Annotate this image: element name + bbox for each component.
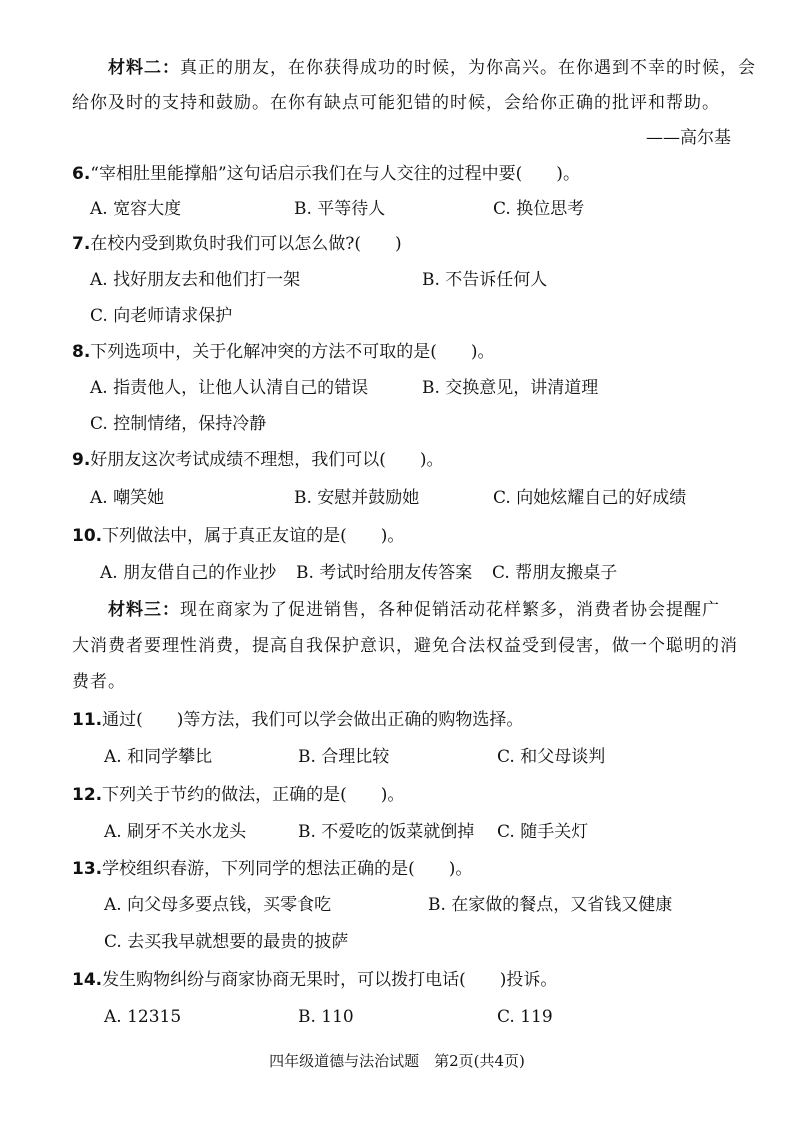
- q13-option-c: C. 去买我早就想要的最贵的披萨: [104, 932, 349, 952]
- question-7: 7.在校内受到欺负时我们可以怎么做?( ): [72, 234, 402, 254]
- q8-option-b: B. 交换意见，讲清道理: [422, 378, 599, 398]
- question-13: 13.学校组织春游，下列同学的想法正确的是( )。: [72, 859, 473, 879]
- q6-option-b: B. 平等待人: [294, 199, 386, 219]
- question-10: 10.下列做法中，属于真正友谊的是( )。: [72, 526, 405, 546]
- q7-option-b: B. 不告诉任何人: [422, 270, 548, 290]
- material3-line1: 材料三：现在商家为了促进销售，各种促销活动花样繁多，消费者协会提醒广: [108, 600, 720, 620]
- q11-option-c: C. 和父母谈判: [497, 747, 606, 767]
- q9-option-b: B. 安慰并鼓励她: [294, 488, 420, 508]
- q10-option-a: A. 朋友借自己的作业抄: [100, 563, 277, 583]
- q13-option-a: A. 向父母多要点钱，买零食吃: [104, 895, 332, 915]
- q10-option-b: B. 考试时给朋友传答案: [296, 563, 473, 583]
- material3-line3: 费者。: [72, 672, 126, 692]
- q8-option-a: A. 指责他人，让他人认清自己的错误: [90, 378, 369, 398]
- q11-option-b: B. 合理比较: [298, 747, 390, 767]
- q11-option-a: A. 和同学攀比: [104, 747, 213, 767]
- material2-label: 材料二：: [108, 58, 180, 78]
- material3-label: 材料三：: [108, 600, 180, 620]
- q12-option-c: C. 随手关灯: [497, 822, 589, 842]
- material2-attribution: ——高尔基: [646, 128, 731, 148]
- q13-option-b: B. 在家做的餐点，又省钱又健康: [428, 895, 673, 915]
- question-14: 14.发生购物纠纷与商家协商无果时，可以拨打电话( )投诉。: [72, 970, 558, 990]
- question-8: 8.下列选项中，关于化解冲突的方法不可取的是( )。: [72, 342, 495, 362]
- material2-line1: 材料二：真正的朋友，在你获得成功的时候，为你高兴。在你遇到不幸的时候，会: [108, 58, 756, 78]
- q6-option-a: A. 宽容大度: [90, 199, 182, 219]
- question-12: 12.下列关于节约的做法，正确的是( )。: [72, 785, 405, 805]
- q12-option-a: A. 刷牙不关水龙头: [104, 822, 247, 842]
- q8-option-c: C. 控制情绪，保持冷静: [90, 414, 267, 434]
- q7-option-a: A. 找好朋友去和他们打一架: [90, 270, 301, 290]
- question-6: 6.“宰相肚里能撑船”这句话启示我们在与人交往的过程中要( )。: [72, 164, 580, 184]
- q14-option-c: C. 119: [497, 1007, 553, 1027]
- q10-option-c: C. 帮朋友搬桌子: [492, 563, 618, 583]
- q9-option-a: A. 嘲笑她: [90, 488, 165, 508]
- question-11: 11.通过( )等方法，我们可以学会做出正确的购物选择。: [72, 710, 524, 730]
- q14-option-b: B. 110: [298, 1007, 354, 1027]
- q7-option-c: C. 向老师请求保护: [90, 306, 233, 326]
- page-footer: 四年级道德与法治试题 第2页(共4页): [269, 1052, 525, 1070]
- q14-option-a: A. 12315: [104, 1007, 182, 1027]
- material2-line2: 给你及时的支持和鼓励。在你有缺点可能犯错的时候，会给你正确的批评和帮助。: [72, 93, 720, 113]
- q9-option-c: C. 向她炫耀自己的好成绩: [493, 488, 687, 508]
- material3-line2: 大消费者要理性消费，提高自我保护意识，避免合法权益受到侵害，做一个聪明的消: [72, 636, 738, 656]
- q6-option-c: C. 换位思考: [493, 199, 585, 219]
- q12-option-b: B. 不爱吃的饭菜就倒掉: [298, 822, 475, 842]
- question-9: 9.好朋友这次考试成绩不理想，我们可以( )。: [72, 450, 444, 470]
